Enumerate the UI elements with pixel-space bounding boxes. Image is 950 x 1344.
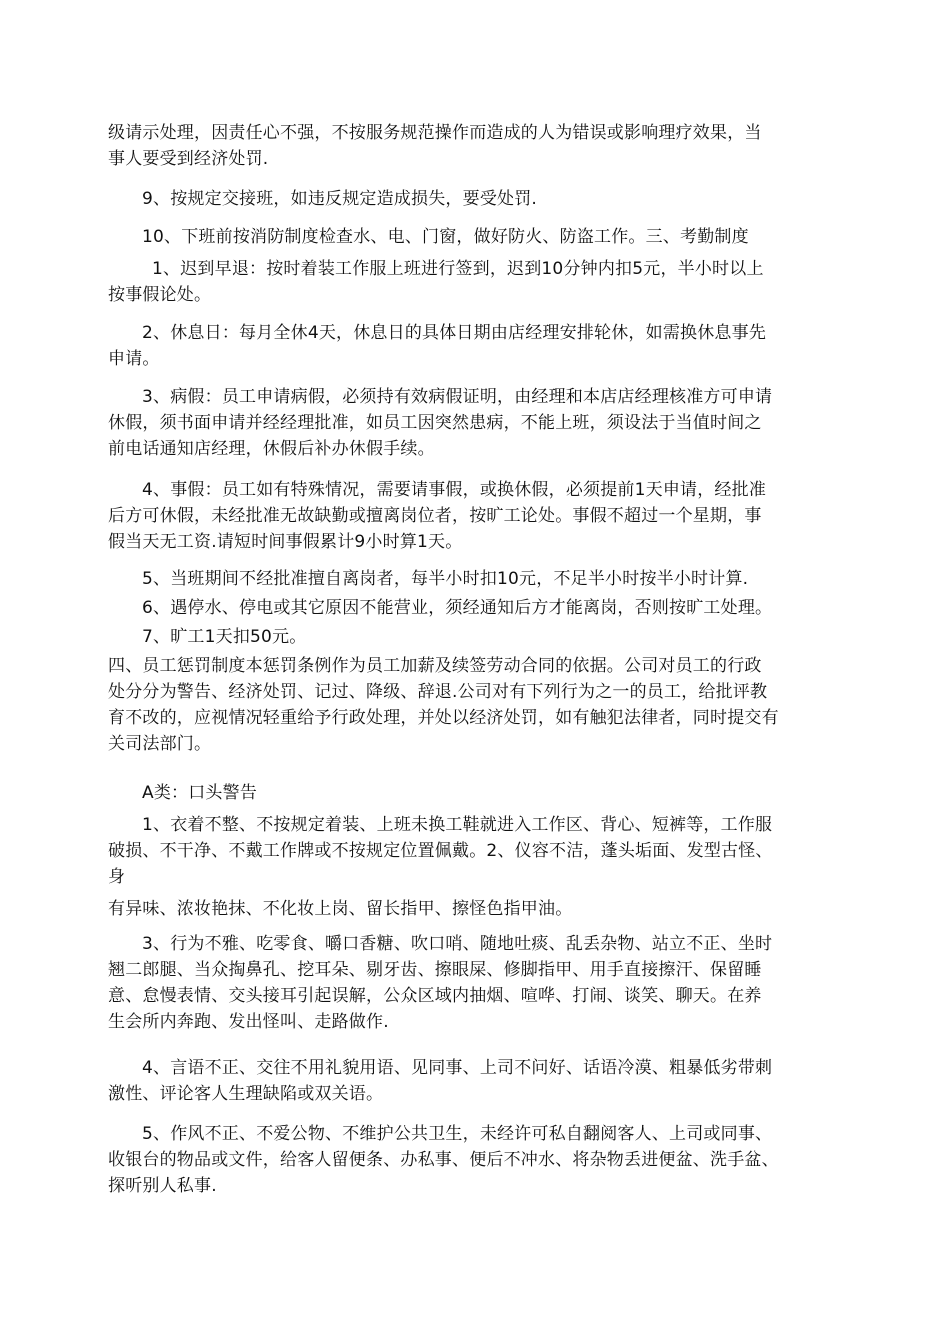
text-line: 申请。 [108,349,160,369]
paragraph-8 [108,566,848,592]
text-line: 事人要受到经济处罚. [108,149,269,169]
text-line: 生会所内奔跑、发出怪叫、走路做作. [108,1012,389,1032]
text-line: 5、当班期间不经批准擅自离岗者，每半小时扣10元，不足半小时按半小时计算. [142,569,749,589]
text-line: 7、旷工1天扣50元。 [142,627,307,647]
text-line: 级请示处理，因责任心不强，不按服务规范操作而造成的人为错误或影响理疗效果，当 [108,123,762,143]
text-line: 假当天无工资.请短时间事假累计9小时算1天。 [108,532,463,552]
paragraph-10 [108,624,848,650]
paragraph-14 [108,896,848,922]
text-line: 身 [108,867,126,887]
paragraph-6 [108,384,848,462]
text-line: 育不改的，应视情况轻重给予行政处理，并处以经济处罚，如有触犯法律者，同时提交有 [108,708,779,728]
text-line: 1、衣着不整、不按规定着装、上班未换工鞋就进入工作区、背心、短裤等，工作服 [142,815,773,835]
text-line: 6、遇停水、停电或其它原因不能营业，须经通知后方才能离岗，否则按旷工处理。 [142,598,773,618]
paragraph-15 [108,931,848,1035]
paragraph-2 [108,186,848,212]
paragraph-16 [108,1055,848,1107]
text-line: 有异味、浓妆艳抹、不化妆上岗、留长指甲、擦怪色指甲油。 [108,899,573,919]
paragraph-5 [108,320,848,372]
paragraph-13 [108,812,848,890]
text-line: 4、言语不正、交往不用礼貌用语、见同事、上司不问好、话语冷漠、粗暴低劣带刺 [142,1058,773,1078]
text-line: A类：口头警告 [142,783,258,803]
text-line: 关司法部门。 [108,734,212,754]
text-line: 意、怠慢表情、交头接耳引起误解，公众区域内抽烟、喧哗、打闹、谈笑、聊天。在养 [108,986,762,1006]
paragraph-17 [108,1121,848,1199]
paragraph-9 [108,595,848,621]
paragraph-7 [108,477,848,555]
text-line: 3、病假：员工申请病假，必须持有效病假证明，由经理和本店店经理核准方可申请 [142,387,773,407]
text-line: 探听别人私事. [108,1176,217,1196]
text-line: 破损、不干净、不戴工作牌或不按规定位置佩戴。2、仪容不洁，蓬头垢面、发型古怪、 [108,841,773,861]
paragraph-4 [108,256,848,308]
text-line: 10、下班前按消防制度检查水、电、门窗，做好防火、防盗工作。三、考勤制度 [142,227,749,247]
text-line: 激性、评论客人生理缺陷或双关语。 [108,1084,384,1104]
paragraph-12 [108,780,848,806]
text-line: 9、按规定交接班，如违反规定造成损失，要受处罚. [142,189,538,209]
text-line: 1、迟到早退：按时着装工作服上班进行签到，迟到10分钟内扣5元，半小时以上 [152,259,764,279]
paragraph-3 [108,224,848,250]
text-line: 收银台的物品或文件，给客人留便条、办私事、便后不冲水、将杂物丢进便盆、洗手盆、 [108,1150,779,1170]
text-line: 按事假论处。 [108,285,212,305]
text-line: 3、行为不雅、吃零食、嚼口香糖、吹口哨、随地吐痰、乱丢杂物、站立不正、坐时 [142,934,773,954]
text-line: 后方可休假，未经批准无故缺勤或擅离岗位者，按旷工论处。事假不超过一个星期，事 [108,506,762,526]
text-line: 2、休息日：每月全休4天，休息日的具体日期由店经理安排轮休，如需换休息事先 [142,323,767,343]
text-line: 休假，须书面申请并经经理批准，如员工因突然患病，不能上班，须设法于当值时间之 [108,413,762,433]
paragraph-11 [108,653,848,757]
text-line: 处分分为警告、经济处罚、记过、降级、辞退.公司对有下列行为之一的员工，给批评教 [108,682,768,702]
text-line: 前电话通知店经理，休假后补办休假手续。 [108,439,435,459]
text-line: 翘二郎腿、当众掏鼻孔、挖耳朵、剔牙齿、擦眼屎、修脚指甲、用手直接擦汗、保留睡 [108,960,762,980]
text-line: 5、作风不正、不爱公物、不维护公共卫生，未经许可私自翻阅客人、上司或同事、 [142,1124,773,1144]
paragraph-1 [108,120,848,172]
text-line: 四、员工惩罚制度本惩罚条例作为员工加薪及续签劳动合同的依据。公司对员工的行政 [108,656,762,676]
text-line: 4、事假：员工如有特殊情况，需要请事假，或换休假，必须提前1天申请，经批准 [142,480,767,500]
